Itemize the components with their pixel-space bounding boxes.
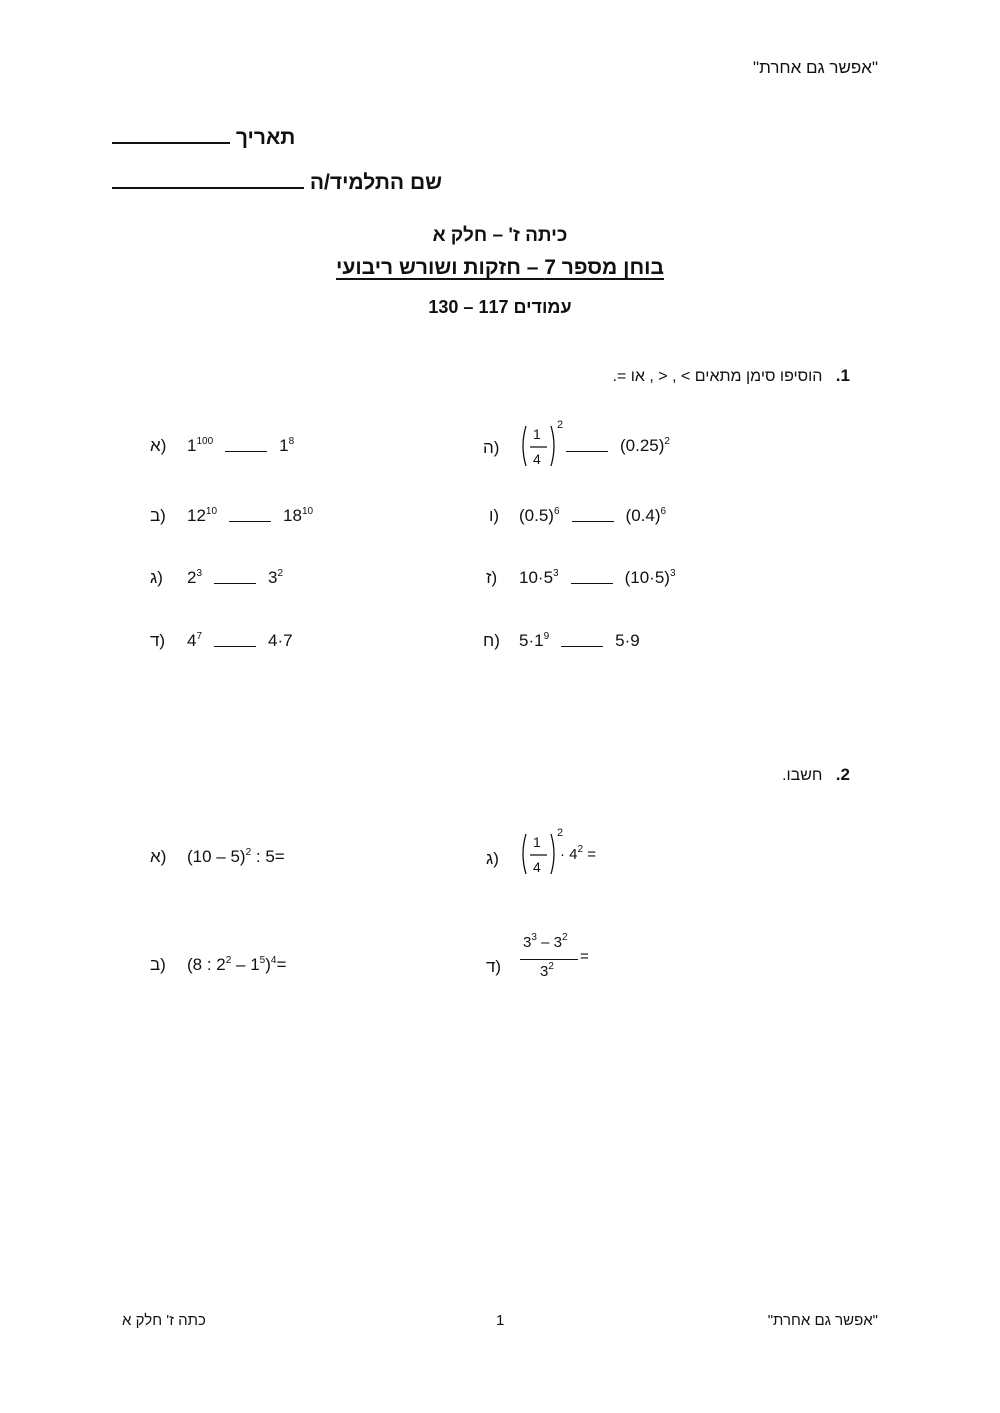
q1g-answer-blank[interactable]	[571, 583, 613, 584]
q2-item-b-label: ב)	[150, 955, 166, 974]
q1-item-g-label: ז)	[486, 568, 498, 587]
q1e-frac-den: 4	[533, 451, 541, 467]
q1-item-d-label: ד)	[150, 631, 166, 650]
question-1-heading	[613, 366, 850, 386]
q2c-tail-base: · 4	[560, 846, 578, 863]
q1-item-b	[187, 506, 313, 526]
footer-class-part: כתה ז' חלק א	[122, 1312, 206, 1329]
q1f-right-exp: 6	[660, 506, 667, 517]
q1g-right-exp: 3	[669, 568, 676, 579]
pages-range: עמודים 117 – 130	[428, 297, 572, 317]
q1d-right-base: 4·7	[268, 631, 293, 650]
question-2-number: 2.	[835, 765, 850, 784]
q1e-frac-exp: 2	[557, 419, 564, 431]
q2a-expr-a: (10 – 5)	[187, 847, 246, 866]
q2d-equals: =	[580, 948, 589, 965]
q1e-right-base: (0.25)	[620, 436, 665, 455]
question-1-instruction: הוסיפו סימן מתאים > , < , או =.	[612, 368, 823, 385]
q1-item-b-label: ב)	[150, 506, 166, 525]
q1a-left-exp: 100	[196, 436, 214, 447]
q1e-right-exp: 2	[664, 436, 670, 447]
q2b-expr-c: )	[265, 955, 271, 974]
q2b-exp-c: 4	[270, 955, 277, 966]
q1-item-e	[554, 436, 670, 456]
question-2-heading	[782, 765, 850, 785]
date-field[interactable]	[108, 126, 295, 150]
q1-item-f-label: ו)	[489, 506, 500, 525]
q2c-frac-den: 4	[533, 859, 541, 875]
q1f-answer-blank[interactable]	[572, 521, 614, 522]
q2b-expr-a: (8 : 2	[187, 955, 226, 974]
q2a-exp-a: 2	[245, 847, 252, 858]
quiz-title	[0, 256, 1000, 280]
class-part-title: כיתה ז' – חלק א	[432, 225, 568, 246]
q1h-answer-blank[interactable]	[561, 646, 603, 647]
quiz-title-text: בוחן מספר 7 – חזקות ושורש ריבועי	[336, 256, 664, 279]
q1h-right-base: 5·9	[615, 631, 640, 650]
q1-item-g	[519, 568, 676, 588]
q2c-frac-num: 1	[533, 834, 541, 850]
q2d-fraction-bar	[520, 959, 578, 960]
q1g-left-exp: 3	[553, 568, 559, 579]
q1a-left-base: 1	[187, 436, 197, 455]
q1b-right-exp: 10	[301, 506, 314, 517]
q2-item-a-label: א)	[150, 847, 167, 866]
student-name-field[interactable]	[108, 171, 442, 195]
q2d-numerator	[523, 934, 568, 951]
q2-item-a	[187, 847, 285, 867]
q1-item-f	[519, 506, 666, 526]
q2d-num-b-exp: 2	[561, 932, 568, 943]
q1c-right-base: 3	[268, 568, 278, 587]
name-blank-line[interactable]	[112, 186, 304, 189]
header-slogan: "אפשר גם אחרת"	[753, 58, 878, 77]
q1e-frac-num: 1	[533, 426, 541, 442]
q2-item-b	[187, 955, 286, 975]
q1e-answer-blank[interactable]	[566, 451, 608, 452]
q1d-answer-blank[interactable]	[214, 646, 256, 647]
q1-item-a	[187, 436, 294, 456]
q2d-fraction	[520, 934, 580, 984]
date-label: תאריך	[235, 126, 296, 149]
q2b-expr-b: – 1	[231, 955, 260, 974]
q2a-expr-b: : 5=	[251, 847, 285, 866]
q1b-left-base: 12	[187, 506, 206, 525]
q1f-left-exp: 6	[553, 506, 560, 517]
q1f-left-base: (0.5)	[519, 506, 554, 525]
q2-item-c-tail	[560, 846, 596, 863]
q2-item-c-label: ג)	[486, 849, 499, 868]
footer-slogan: "אפשר גם אחרת"	[767, 1312, 878, 1329]
q1b-right-base: 18	[283, 506, 302, 525]
page-number: 1	[496, 1312, 505, 1329]
student-name-label: שם התלמיד/ה	[309, 171, 442, 194]
q2-item-d-label: ד)	[486, 957, 502, 976]
question-1-number: 1.	[835, 366, 850, 385]
q2d-denominator	[540, 963, 554, 980]
q2c-tail-exp: 2	[577, 844, 584, 855]
q2b-expr-d: =	[276, 955, 287, 974]
q1-item-c-label: ג)	[150, 568, 163, 587]
q2d-den-exp: 2	[548, 961, 554, 972]
q1-item-h	[519, 631, 640, 651]
q1d-left-exp: 7	[196, 631, 203, 642]
q2b-exp-a: 2	[225, 955, 232, 966]
q2c-frac-exp: 2	[557, 827, 564, 839]
q2c-tail-end: =	[583, 846, 597, 863]
q1g-right-base: (10·5)	[624, 568, 670, 587]
date-blank-line[interactable]	[112, 141, 230, 144]
q1-item-e-label: ה)	[483, 438, 500, 457]
q1b-left-exp: 10	[205, 506, 218, 517]
question-2-instruction: חשבו.	[782, 767, 823, 784]
q2b-exp-b: 5	[259, 955, 266, 966]
q1-item-c	[187, 568, 283, 588]
q2d-num-a-exp: 3	[531, 932, 537, 943]
q1-item-d	[187, 631, 293, 651]
q1g-left-base: 10·5	[519, 568, 554, 587]
q1c-answer-blank[interactable]	[214, 583, 256, 584]
q1b-answer-blank[interactable]	[229, 521, 271, 522]
q1a-right-base: 1	[279, 436, 289, 455]
q1a-answer-blank[interactable]	[225, 451, 267, 452]
q1h-left-exp: 9	[543, 631, 550, 642]
q1-item-h-label: ח)	[483, 631, 500, 650]
q1c-right-exp: 2	[277, 568, 284, 579]
q1a-right-exp: 8	[288, 436, 295, 447]
q2d-num-op: – 3	[536, 934, 562, 951]
q1c-left-base: 2	[187, 568, 197, 587]
q1c-left-exp: 3	[196, 568, 203, 579]
q1d-left-base: 4	[187, 631, 197, 650]
q1h-left-base: 5·1	[519, 631, 544, 650]
q2d-den: 3	[540, 963, 549, 980]
q1-item-a-label: א)	[150, 436, 167, 455]
q2d-num-a: 3	[523, 934, 532, 951]
q1f-right-base: (0.4)	[625, 506, 661, 525]
